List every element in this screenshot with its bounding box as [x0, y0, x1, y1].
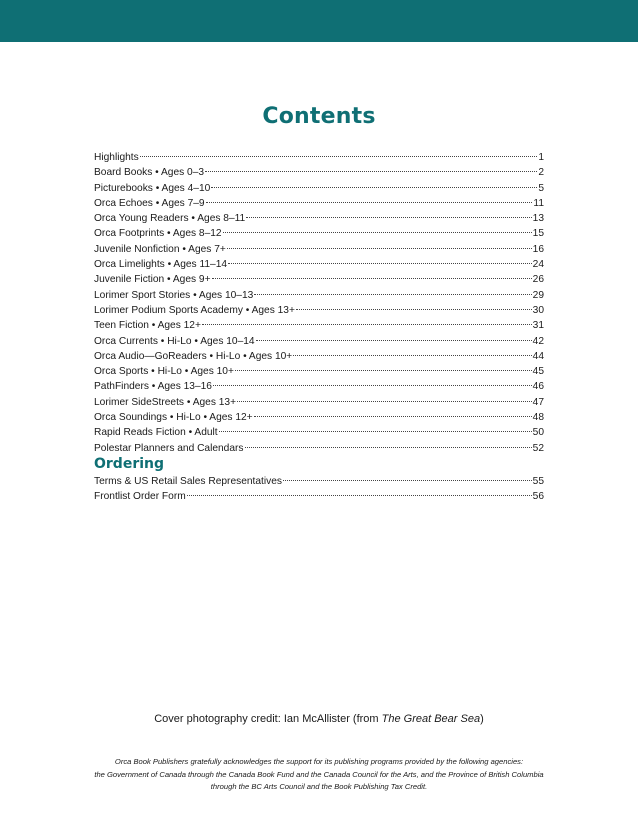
toc-entry-label: Rapid Reads Fiction • Adult	[94, 427, 218, 439]
toc-entry-label: Lorimer SideStreets • Ages 13+	[94, 396, 237, 408]
toc-entry	[94, 410, 544, 425]
toc-entry-label: Orca Limelights • Ages 11–14	[94, 259, 228, 271]
toc-entry	[94, 165, 544, 180]
toc-entry	[94, 181, 544, 196]
cover-credit-book: The Great Bear Sea	[381, 713, 481, 725]
dot-leader	[246, 216, 531, 218]
toc-entry	[94, 489, 544, 504]
toc-entry	[94, 211, 544, 226]
dot-leader	[219, 430, 532, 432]
toc-entry-label: Picturebooks • Ages 4–10	[94, 182, 211, 194]
toc-entry-label: Orca Footprints • Ages 8–12	[94, 228, 222, 240]
toc-entry-page: 44	[532, 350, 544, 362]
dot-leader	[254, 415, 532, 417]
cover-credit	[0, 713, 638, 725]
toc-entry-label: Terms & US Retail Sales Representatives	[94, 476, 282, 487]
toc-entry-page: 11	[533, 197, 544, 209]
toc-entry-page: 2	[538, 167, 544, 179]
dot-leader	[283, 479, 532, 481]
toc-entry-page: 5	[538, 182, 544, 194]
toc-entry-label: PathFinders • Ages 13–16	[94, 381, 212, 393]
toc-entry-label: Frontlist Order Form	[94, 491, 186, 503]
toc-entry	[94, 474, 544, 489]
toc-entry-page: 42	[532, 335, 544, 347]
toc-entry	[94, 288, 544, 303]
toc-entry-label: Highlights	[94, 152, 139, 163]
toc-entry-label: Lorimer Podium Sports Academy • Ages 13+	[94, 304, 295, 316]
toc-entry	[94, 150, 544, 165]
toc-entry	[94, 257, 544, 272]
toc-entry-page: 31	[532, 320, 544, 332]
toc-entry-page: 16	[532, 243, 544, 255]
toc-entry-page: 15	[532, 228, 544, 240]
toc-entry-label: Juvenile Fiction • Ages 9+	[94, 274, 211, 286]
toc-entry	[94, 425, 544, 440]
toc-entry-page: 55	[532, 476, 544, 487]
toc-entry-page: 13	[532, 213, 544, 225]
toc-entry	[94, 395, 544, 410]
toc-entry	[94, 226, 544, 241]
acknowledgement	[0, 756, 638, 794]
ordering-heading: Ordering	[94, 456, 165, 472]
toc-entry-page: 47	[532, 396, 544, 408]
toc-entry-label: Teen Fiction • Ages 12+	[94, 320, 201, 332]
toc-entry	[94, 349, 544, 364]
dot-leader	[256, 339, 532, 341]
toc-entry-page: 52	[532, 442, 544, 454]
dot-leader	[235, 369, 532, 371]
toc-entry-page: 56	[532, 491, 544, 503]
toc-entry-label: Lorimer Sport Stories • Ages 10–13	[94, 289, 254, 301]
toc-entry-page: 46	[532, 381, 544, 393]
dot-leader	[227, 247, 532, 249]
toc-entry-label: Orca Soundings • Hi-Lo • Ages 12+	[94, 412, 253, 424]
toc-entry	[94, 318, 544, 333]
toc-entry-page: 48	[532, 412, 544, 424]
toc-entry	[94, 196, 544, 211]
toc-entry-page: 30	[532, 304, 544, 316]
dot-leader	[293, 354, 531, 356]
toc-entry-page: 45	[532, 366, 544, 378]
dot-leader	[228, 262, 532, 264]
toc-entry-label: Orca Currents • Hi-Lo • Ages 10–14	[94, 335, 255, 347]
toc-entry-label: Board Books • Ages 0–3	[94, 167, 205, 179]
dot-leader	[245, 446, 532, 448]
toc-entry-label: Juvenile Nonfiction • Ages 7+	[94, 243, 226, 255]
dot-leader	[140, 155, 538, 157]
dot-leader	[237, 400, 532, 402]
toc-entry-page: 24	[532, 259, 544, 271]
toc-entry	[94, 272, 544, 287]
acknowledgement-line: through the BC Arts Council and the Book Publishing Tax Credit.	[210, 782, 428, 791]
toc-entry	[94, 242, 544, 257]
toc-entry	[94, 364, 544, 379]
ordering-list	[94, 474, 544, 505]
toc-entry-page: 26	[532, 274, 544, 286]
toc-entry-page: 29	[532, 289, 544, 301]
dot-leader	[212, 277, 532, 279]
acknowledgement-line: the Government of Canada through the Canada Book Fund and the Canada Council for the Arts, and the Province of British Columbia	[94, 769, 544, 779]
cover-credit-suffix: )	[480, 713, 484, 725]
dot-leader	[211, 186, 537, 188]
page-title: Contents	[262, 104, 376, 129]
toc-entry-label: Orca Sports • Hi-Lo • Ages 10+	[94, 366, 234, 378]
dot-leader	[296, 308, 532, 310]
dot-leader	[213, 384, 532, 386]
toc-entry	[94, 379, 544, 394]
toc-entry-label: Orca Echoes • Ages 7–9	[94, 197, 205, 209]
header-band	[0, 0, 638, 42]
dot-leader	[206, 201, 533, 203]
dot-leader	[223, 231, 532, 233]
toc-entry	[94, 303, 544, 318]
toc-entry-label: Orca Audio—GoReaders • Hi-Lo • Ages 10+	[94, 350, 293, 362]
toc-entry-page: 1	[538, 152, 544, 163]
toc-entry-page: 50	[532, 427, 544, 439]
cover-credit-prefix: Cover photography credit: Ian McAllister (from	[154, 713, 382, 725]
dot-leader	[202, 323, 532, 325]
dot-leader	[254, 293, 531, 295]
contents-list	[94, 150, 544, 456]
acknowledgement-line: Orca Book Publishers gratefully acknowledges the support for its publishing programs provided by the following agencies:	[114, 757, 524, 766]
toc-entry	[94, 441, 544, 456]
toc-entry-label: Orca Young Readers • Ages 8–11	[94, 213, 246, 225]
toc-entry	[94, 334, 544, 349]
toc-entry-label: Polestar Planners and Calendars	[94, 442, 244, 454]
dot-leader	[187, 494, 532, 496]
dot-leader	[205, 170, 537, 172]
